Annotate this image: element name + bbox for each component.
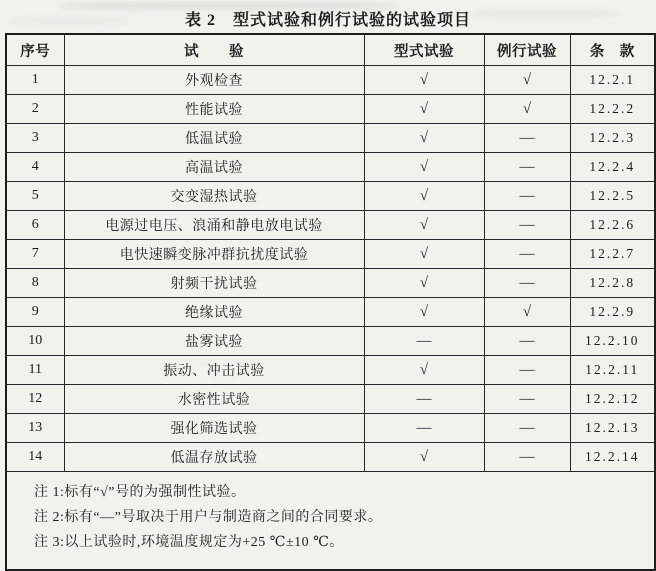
table-row <box>6 269 655 298</box>
cell-no: 8 <box>6 269 64 298</box>
cell-routine-test: — <box>484 356 570 385</box>
table-row <box>6 298 655 327</box>
table-row <box>6 385 655 414</box>
cell-clause: 12.2.13 <box>570 414 655 443</box>
notes-cell <box>6 472 655 571</box>
table-row <box>6 95 655 124</box>
cell-test: 射频干扰试验 <box>64 269 364 298</box>
cell-no: 7 <box>6 240 64 269</box>
table-row <box>6 443 655 472</box>
cell-test: 强化筛选试验 <box>64 414 364 443</box>
col-header-type-test: 型式试验 <box>364 34 484 66</box>
cell-clause: 12.2.1 <box>570 66 655 95</box>
note-1: 注 1:标有“√”号的为强制性试验。 <box>34 485 246 500</box>
cell-no: 12 <box>6 385 64 414</box>
cell-test: 振动、冲击试验 <box>64 356 364 385</box>
cell-test: 低温存放试验 <box>64 443 364 472</box>
cell-type-test: — <box>364 385 484 414</box>
cell-routine-test: √ <box>484 66 570 95</box>
table-footnotes <box>6 472 655 571</box>
cell-routine-test: — <box>484 153 570 182</box>
col-header-test: 试 验 <box>64 34 364 66</box>
test-items-table <box>5 33 656 571</box>
cell-test: 性能试验 <box>64 95 364 124</box>
cell-clause: 12.2.9 <box>570 298 655 327</box>
cell-clause: 12.2.4 <box>570 153 655 182</box>
cell-test: 盐雾试验 <box>64 327 364 356</box>
cell-routine-test: √ <box>484 298 570 327</box>
cell-type-test: √ <box>364 269 484 298</box>
table-row <box>6 66 655 95</box>
cell-clause: 12.2.12 <box>570 385 655 414</box>
cell-test: 低温试验 <box>64 124 364 153</box>
cell-no: 4 <box>6 153 64 182</box>
table-row <box>6 356 655 385</box>
table-body <box>6 66 655 472</box>
table-row <box>6 240 655 269</box>
cell-type-test: √ <box>364 356 484 385</box>
cell-test: 绝缘试验 <box>64 298 364 327</box>
notes-row <box>6 472 655 571</box>
cell-type-test: √ <box>364 95 484 124</box>
cell-routine-test: — <box>484 182 570 211</box>
cell-type-test: √ <box>364 153 484 182</box>
cell-routine-test: — <box>484 269 570 298</box>
cell-routine-test: — <box>484 124 570 153</box>
cell-test: 交变湿热试验 <box>64 182 364 211</box>
cell-routine-test: — <box>484 327 570 356</box>
cell-type-test: √ <box>364 240 484 269</box>
cell-routine-test: √ <box>484 95 570 124</box>
cell-type-test: √ <box>364 298 484 327</box>
table-header <box>6 34 655 66</box>
col-header-clause: 条 款 <box>570 34 655 66</box>
header-row <box>6 34 655 66</box>
cell-no: 1 <box>6 66 64 95</box>
cell-no: 11 <box>6 356 64 385</box>
cell-clause: 12.2.6 <box>570 211 655 240</box>
cell-clause: 12.2.11 <box>570 356 655 385</box>
cell-clause: 12.2.8 <box>570 269 655 298</box>
cell-no: 14 <box>6 443 64 472</box>
cell-test: 高温试验 <box>64 153 364 182</box>
cell-routine-test: — <box>484 240 570 269</box>
cell-test: 电源过电压、浪涌和静电放电试验 <box>64 211 364 240</box>
cell-type-test: √ <box>364 211 484 240</box>
cell-test: 电快速瞬变脉冲群抗扰度试验 <box>64 240 364 269</box>
cell-type-test: √ <box>364 443 484 472</box>
cell-routine-test: — <box>484 414 570 443</box>
cell-clause: 12.2.14 <box>570 443 655 472</box>
cell-clause: 12.2.5 <box>570 182 655 211</box>
cell-no: 13 <box>6 414 64 443</box>
cell-clause: 12.2.2 <box>570 95 655 124</box>
cell-routine-test: — <box>484 385 570 414</box>
cell-routine-test: — <box>484 211 570 240</box>
table-row <box>6 211 655 240</box>
note-3: 注 3:以上试验时,环境温度规定为+25 ℃±10 ℃。 <box>34 535 344 550</box>
cell-type-test: √ <box>364 124 484 153</box>
cell-routine-test: — <box>484 443 570 472</box>
col-header-no: 序号 <box>6 34 64 66</box>
table-row <box>6 124 655 153</box>
cell-clause: 12.2.7 <box>570 240 655 269</box>
cell-no: 6 <box>6 211 64 240</box>
cell-test: 水密性试验 <box>64 385 364 414</box>
cell-type-test: — <box>364 327 484 356</box>
cell-type-test: — <box>364 414 484 443</box>
cell-no: 5 <box>6 182 64 211</box>
cell-no: 9 <box>6 298 64 327</box>
cell-type-test: √ <box>364 66 484 95</box>
cell-no: 2 <box>6 95 64 124</box>
cell-no: 10 <box>6 327 64 356</box>
col-header-routine-test: 例行试验 <box>484 34 570 66</box>
note-2: 注 2:标有“—”号取决于用户与制造商之间的合同要求。 <box>34 510 383 525</box>
cell-test: 外观检查 <box>64 66 364 95</box>
table-row <box>6 414 655 443</box>
cell-clause: 12.2.3 <box>570 124 655 153</box>
cell-no: 3 <box>6 124 64 153</box>
table-caption: 表 2 型式试验和例行试验的试验项目 <box>184 12 471 29</box>
table-row <box>6 327 655 356</box>
table-row <box>6 182 655 211</box>
cell-clause: 12.2.10 <box>570 327 655 356</box>
table-row <box>6 153 655 182</box>
cell-type-test: √ <box>364 182 484 211</box>
